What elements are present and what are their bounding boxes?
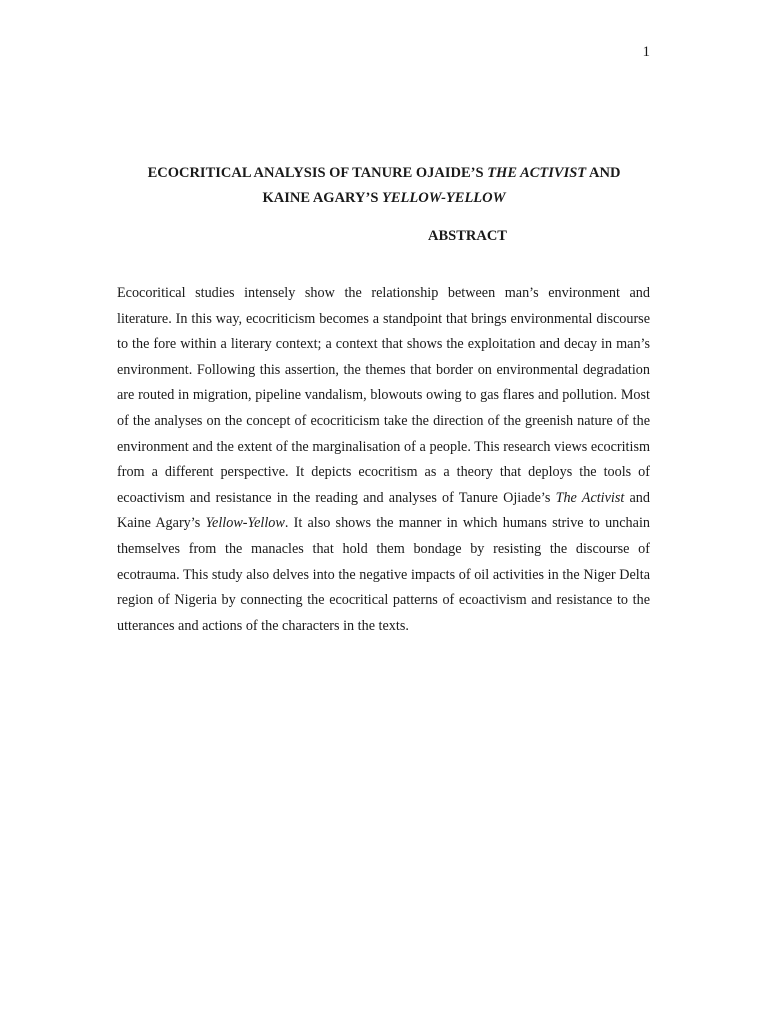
abstract-text-part-1: Ecocoritical studies intensely show the relationship between man’s environment and literature. In this way, ecocriticism becomes a standpoint that brings environmental discourse to the fore within a literary context; a context that shows the exploitation and decay in man’s environment. Following this assertion, the themes that border on environmental degradation are routed in migration, pipeline vandalism, blowouts owing to gas flares and pollution. Most of the analyses on the concept of ecocriticism take the direction of the greenish nature of the environment and the extent of the marginalisation of a people. This research views ecocritism from a different perspective. It depicts ecocritism as a theory that deploys the tools of ecoactivism and resistance in the reading and analyses of Tanure Ojiade’s	[117, 285, 650, 506]
page-number: 1	[642, 44, 650, 60]
abstract-italic-yellow-yellow: Yellow-Yellow	[205, 515, 285, 532]
abstract-text-part-3: . It also shows the manner in which humans strive to unchain themselves from the manacles that hold them bondage by resisting the discourse of ecotrauma. This study also delves into the negative impacts of oil activities in the Niger Delta region of Nigeria by connecting the ecocritical patterns of ecoactivism and resistance to the utterances and actions of the characters in the texts.	[117, 515, 650, 634]
abstract-paragraph	[117, 281, 650, 639]
title-line-2-text: KAINE AGARY’S	[262, 190, 383, 206]
title-line-1-text-b: AND	[586, 165, 621, 181]
title-line-1	[100, 161, 668, 186]
abstract-text-part-2: and Kaine Agary’s	[117, 489, 650, 532]
title-italic-the-activist: THE ACTIVIST	[487, 165, 587, 181]
abstract-heading: ABSTRACT	[428, 228, 507, 244]
title-line-1-text-a: ECOCRITICAL ANALYSIS OF TANURE OJAIDE’S	[147, 165, 488, 181]
title-line-2	[100, 186, 668, 211]
document-title	[100, 161, 668, 211]
abstract-italic-the-activist: The Activist	[555, 489, 625, 506]
title-italic-yellow-yellow: YELLOW-YELLOW	[382, 190, 506, 206]
